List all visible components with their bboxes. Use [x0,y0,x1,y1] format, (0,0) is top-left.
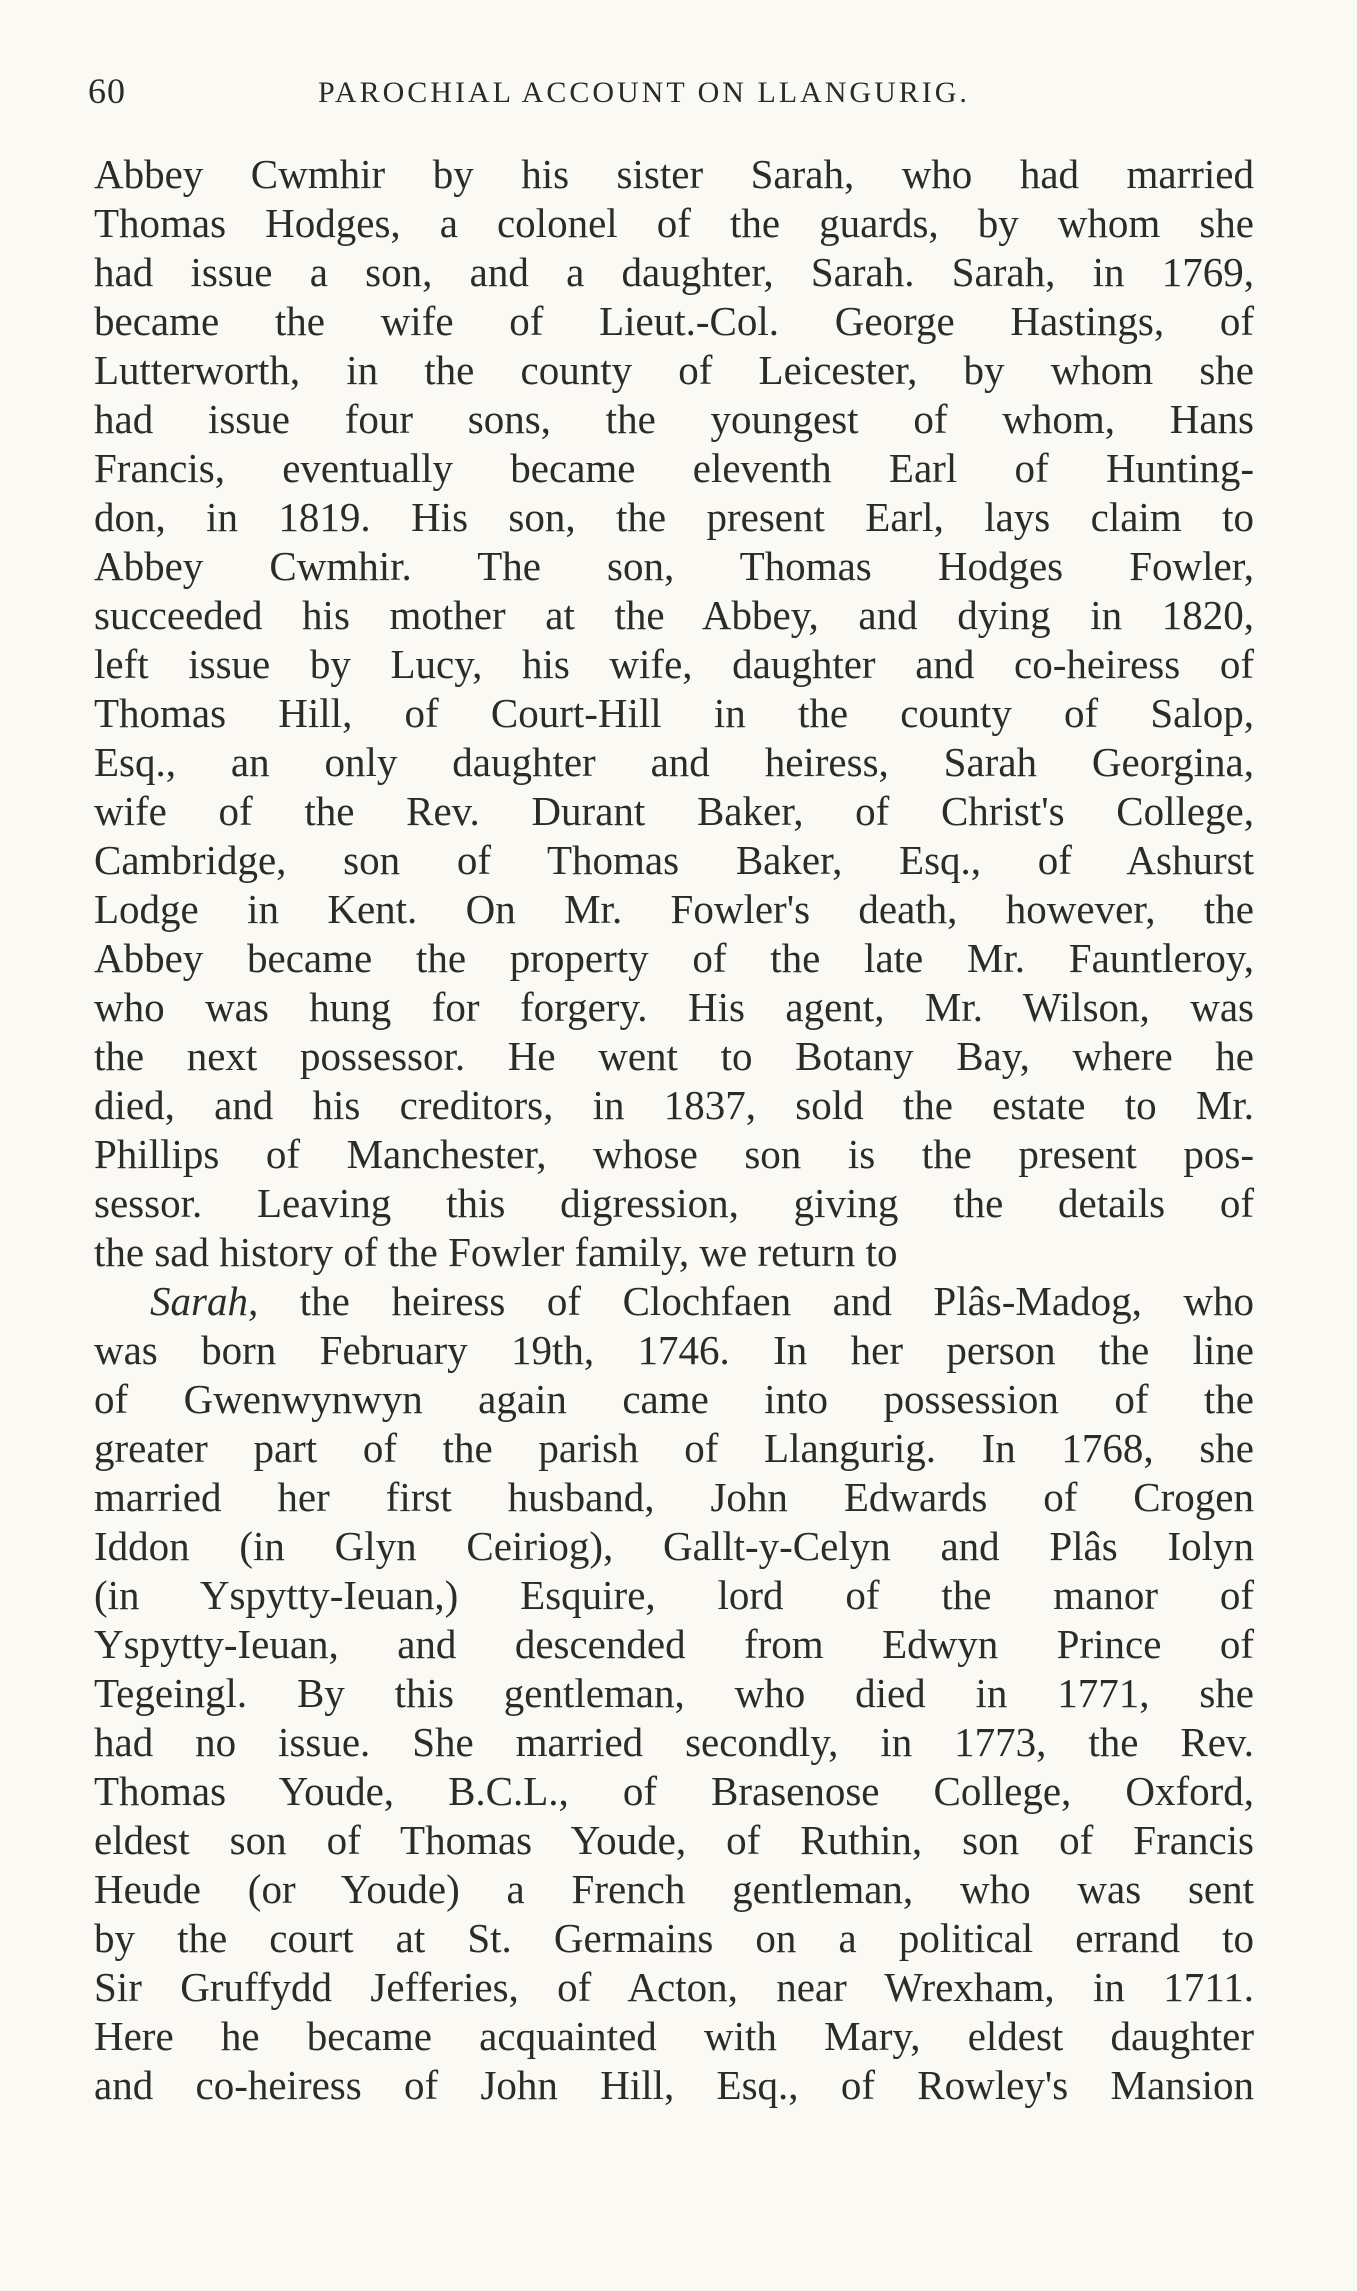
text-line: (in Yspytty-Ieuan,) Esquire, lord of the manor of [94,1572,1254,1618]
page-header [88,70,1238,120]
text-line: had issue four sons, the youngest of whom, Hans [94,396,1254,442]
text-line: succeeded his mother at the Abbey, and dying in 1820, [94,592,1254,638]
text-line: by the court at St. Germains on a political errand to [94,1915,1254,1961]
text-line: left issue by Lucy, his wife, daughter and co-heiress of [94,641,1254,687]
text-line: who was hung for forgery. His agent, Mr. Wilson, was [94,984,1254,1030]
text-line: greater part of the parish of Llangurig. In 1768, she [94,1425,1254,1471]
text-line: the sad history of the Fowler family, we return to [94,1229,898,1275]
text-line: Lodge in Kent. On Mr. Fowler's death, however, the [94,886,1254,932]
text-line: Abbey became the property of the late Mr. Fauntleroy, [94,935,1254,981]
text-line: of Gwenwynwyn again came into possession of the [94,1376,1254,1422]
paragraph-start-line [94,1277,1254,1326]
body-text [94,150,1254,2110]
text-line: was born February 19th, 1746. In her person the line [94,1327,1254,1373]
text-line: Lutterworth, in the county of Leicester, by whom she [94,347,1254,393]
text-line: Francis, eventually became eleventh Earl of Hunting- [94,445,1254,491]
text-line: Phillips of Manchester, whose son is the present pos- [94,1131,1254,1177]
text-run: the heiress of Clochfaen and Plâs-Madog, who [258,1278,1254,1324]
text-line: Abbey Cwmhir by his sister Sarah, who had married [94,151,1254,197]
text-line: Iddon (in Glyn Ceiriog), Gallt-y-Celyn and Plâs Iolyn [94,1523,1254,1569]
text-line: Heude (or Youde) a French gentleman, who was sent [94,1866,1254,1912]
text-line: Thomas Hill, of Court-Hill in the county of Salop, [94,690,1254,736]
text-line: married her first husband, John Edwards of Crogen [94,1474,1254,1520]
text-line: became the wife of Lieut.-Col. George Hastings, of [94,298,1254,344]
text-line: Tegeingl. By this gentleman, who died in 1771, she [94,1670,1254,1716]
page-number: 60 [88,71,126,111]
text-line: and co-heiress of John Hill, Esq., of Rowley's Mansion [94,2062,1254,2108]
text-line: had no issue. She married secondly, in 1773, the Rev. [94,1719,1254,1765]
text-line: Cambridge, son of Thomas Baker, Esq., of Ashurst [94,837,1254,883]
text-line: wife of the Rev. Durant Baker, of Christ's College, [94,788,1254,834]
text-line: sessor. Leaving this digression, giving the details of [94,1180,1254,1226]
text-line: Here he became acquainted with Mary, eldest daughter [94,2013,1254,2059]
running-head: PAROCHIAL ACCOUNT ON LLANGURIG. [318,76,970,109]
text-line: had issue a son, and a daughter, Sarah. Sarah, in 1769, [94,249,1254,295]
text-line: Esq., an only daughter and heiress, Sarah Georgina, [94,739,1254,785]
text-line: Abbey Cwmhir. The son, Thomas Hodges Fowler, [94,543,1254,589]
text-line: died, and his creditors, in 1837, sold the estate to Mr. [94,1082,1254,1128]
text-line: Yspytty-Ieuan, and descended from Edwyn Prince of [94,1621,1254,1667]
italic-name: Sarah, [150,1278,259,1324]
text-line: Sir Gruffydd Jefferies, of Acton, near Wrexham, in 1711. [94,1964,1254,2010]
text-line: Thomas Youde, B.C.L., of Brasenose College, Oxford, [94,1768,1254,1814]
text-line: the next possessor. He went to Botany Bay, where he [94,1033,1254,1079]
text-line: eldest son of Thomas Youde, of Ruthin, son of Francis [94,1817,1254,1863]
text-line: don, in 1819. His son, the present Earl, lays claim to [94,494,1254,540]
text-line: Thomas Hodges, a colonel of the guards, by whom she [94,200,1254,246]
